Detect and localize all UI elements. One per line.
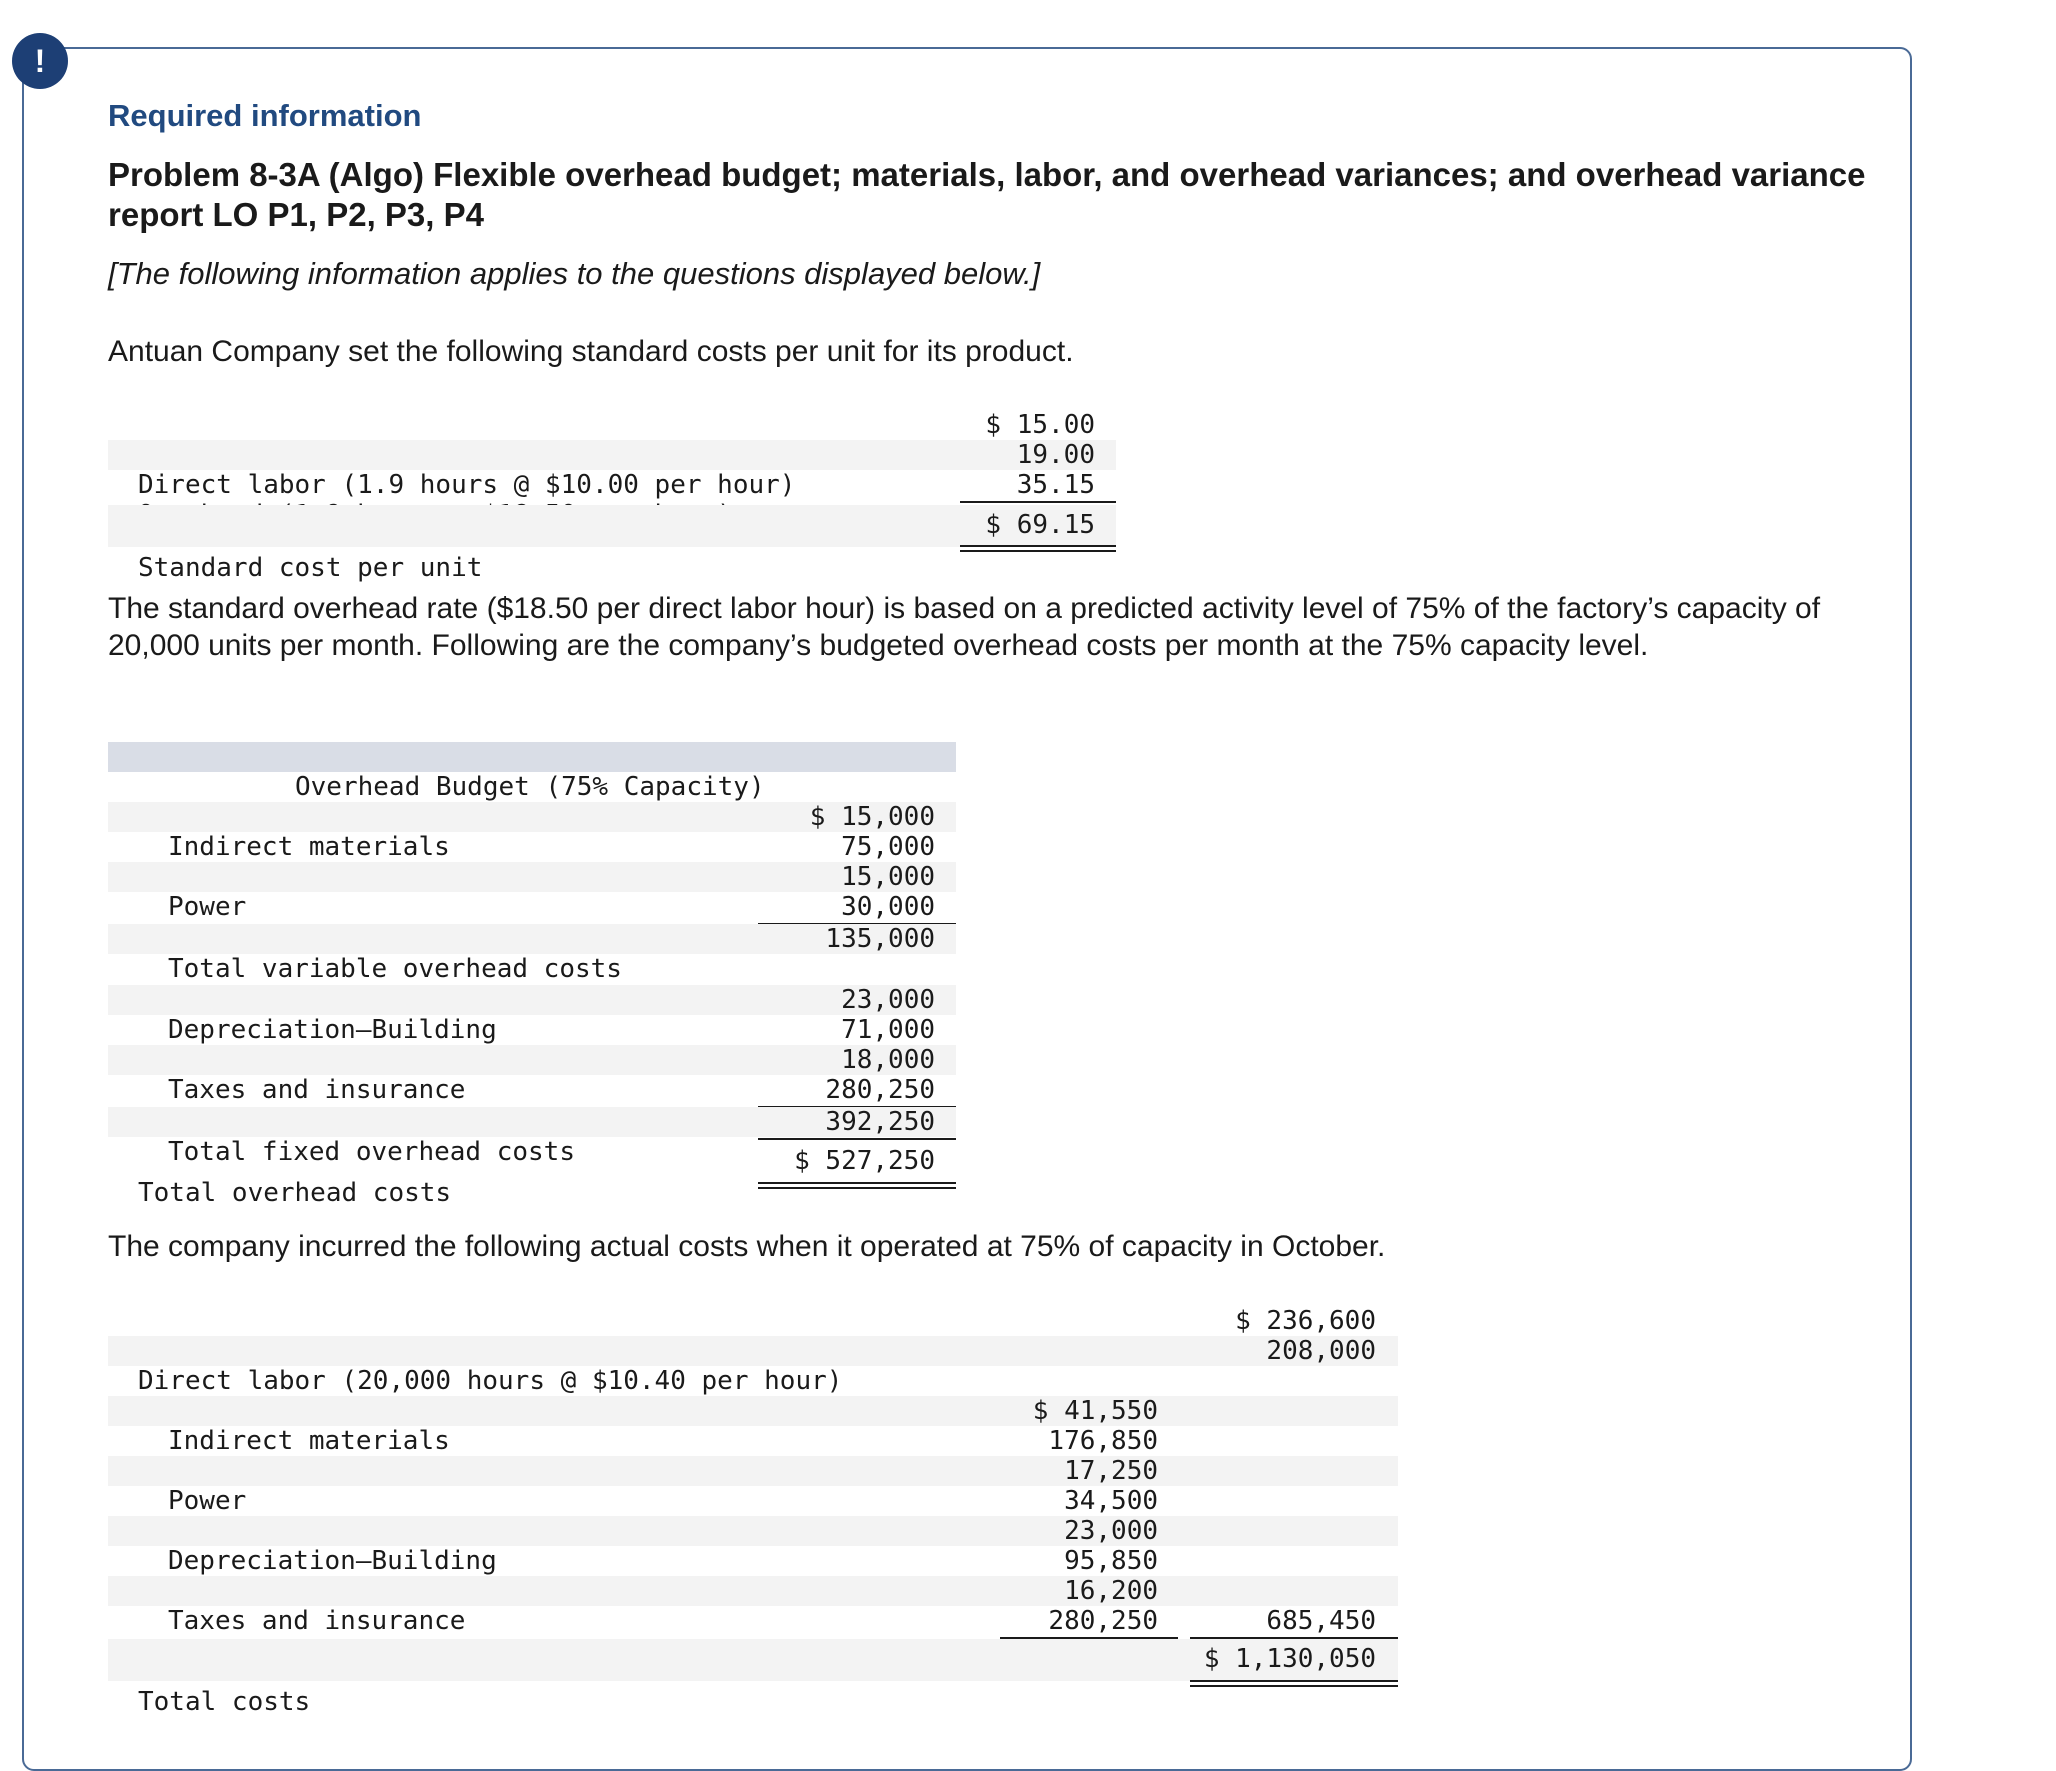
alert-icon: ! (12, 33, 68, 89)
row-amount: $ 236,600 (1235, 1306, 1376, 1336)
double-rule-top (1190, 1680, 1398, 1682)
row-label: Power (168, 892, 247, 922)
table-row (108, 1426, 1398, 1456)
total-amount: $ 1,130,050 (1203, 1644, 1376, 1674)
row-amount: 95,850 (1064, 1546, 1158, 1576)
total-label: Standard cost per unit (138, 553, 483, 583)
intro-note: [The following information applies to the questions displayed below.] (108, 256, 1041, 291)
total-label: Total costs (138, 1687, 311, 1717)
row-amount: 35.15 (1016, 470, 1095, 500)
row-amount: 75,000 (841, 832, 935, 862)
row-amount: 135,000 (825, 924, 935, 954)
row-label: Power (168, 1486, 247, 1516)
row-label: Depreciation—Building (168, 1015, 497, 1045)
paragraph-actual-costs-intro: The company incurred the following actual costs when it operated at 75% of capacity in October. (108, 1230, 1386, 1263)
row-amount: 23,000 (841, 985, 935, 1015)
row-amount: 280,250 (1048, 1606, 1158, 1636)
row-label: Total variable overhead costs (168, 954, 622, 984)
row-label: Total fixed overhead costs (168, 1137, 575, 1167)
row-amount: 17,250 (1064, 1456, 1158, 1486)
row-amount: $ 15,000 (809, 802, 935, 832)
problem-title: Problem 8-3A (Algo) Flexible overhead budget; materials, labor, and overhead variances; and overhead variance report LO P1, P2, P3, P4 (108, 156, 1866, 233)
paragraph-standard-costs-intro: Antuan Company set the following standard costs per unit for its product. (108, 335, 1074, 368)
table-row (108, 1486, 1398, 1516)
row-amount: 23,000 (1064, 1516, 1158, 1546)
row-label: Direct labor (20,000 hours @ $10.40 per hour) (138, 1366, 843, 1396)
total-amount: $ 527,250 (794, 1146, 935, 1176)
row-amount: 71,000 (841, 1015, 935, 1045)
row-amount: 176,850 (1048, 1426, 1158, 1456)
row-amount: $ 15.00 (985, 410, 1095, 440)
section-heading (108, 955, 956, 985)
row-amount: 392,250 (825, 1107, 935, 1137)
row-label: Taxes and insurance (168, 1075, 466, 1105)
row-amount: 34,500 (1064, 1486, 1158, 1516)
row-amount: 19.00 (1016, 440, 1095, 470)
row-amount: 208,000 (1266, 1336, 1376, 1366)
overhead-total-amount: 685,450 (1266, 1606, 1376, 1636)
row-label: Indirect materials (168, 832, 450, 862)
row-label: Taxes and insurance (168, 1606, 466, 1636)
row-label: Direct labor (1.9 hours @ $10.00 per hour) (138, 470, 796, 500)
row-amount: 18,000 (841, 1045, 935, 1075)
double-rule-bottom (758, 1187, 956, 1189)
double-rule-top (960, 545, 1116, 547)
double-rule-top (758, 1182, 956, 1184)
double-rule-bottom (960, 550, 1116, 552)
subtotal-rule (758, 1138, 956, 1140)
total-amount: $ 69.15 (985, 510, 1095, 540)
row-label: Depreciation—Building (168, 1546, 497, 1576)
row-amount: 30,000 (841, 892, 935, 922)
table-row (108, 1546, 1398, 1576)
table-header (108, 742, 956, 802)
paragraph-overhead-rate: The standard overhead rate ($18.50 per direct labor hour) is based on a predicted activity level of 75% of the factory’s capacity of 20,000 units per month. Following are the company’s budgeted overhead costs per month at the 75% capacity level. (108, 592, 1821, 662)
required-information-heading: Required information (108, 98, 422, 133)
row-amount: 16,200 (1064, 1576, 1158, 1606)
row-amount: $ 41,550 (1032, 1396, 1158, 1426)
section-heading (108, 1366, 1398, 1396)
subtotal-rule (960, 501, 1116, 503)
row-amount: 280,250 (825, 1075, 935, 1105)
total-label: Total overhead costs (138, 1178, 452, 1208)
section-heading (108, 772, 956, 802)
row-amount: 15,000 (841, 862, 935, 892)
double-rule-bottom (1190, 1685, 1398, 1687)
table-header-text: Overhead Budget (75% Capacity) (295, 772, 765, 802)
row-label: Indirect materials (168, 1426, 450, 1456)
